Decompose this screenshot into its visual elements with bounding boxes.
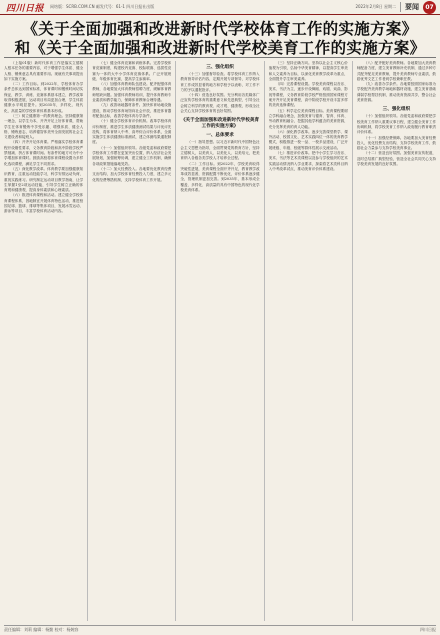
section-subhead: 三、强化组织 bbox=[206, 65, 234, 70]
section-subhead: 《关于全面加强和改进新时代学校美育工作的实施方案》 bbox=[180, 118, 260, 130]
paragraph: （九）改善办学条件。各地要按照国家标准为学校配齐美育教学场地和器材设施，建立美育基础薄弱学校帮扶机制，推动美育资源共享，整合社会美育资源。 bbox=[356, 82, 437, 103]
paragraph: （七）推进评价改革。把中小学生学习音乐、美术、书法等艺术类课程以及参与学校组织的艺术实践活动情况纳入学业要求，探索将艺术类科目纳入中考改革试点，推动美育评价体系建设。 bbox=[268, 151, 348, 171]
paragraph: （上接01版）新时代体育工作是落实立德树人根本任务的重要内容，对于增强学生体质、健全人格、锤炼意志具有重要作用。现就有关事项提出如下实施方案。 bbox=[4, 61, 84, 81]
headline-divider bbox=[4, 57, 436, 58]
editor-credits: 责任编辑：刘莉 编辑：杨勤 校对：杨婉容 bbox=[4, 627, 79, 632]
masthead-right bbox=[355, 1, 436, 14]
column-divider bbox=[87, 61, 88, 621]
column-2 bbox=[92, 61, 171, 621]
column-divider bbox=[352, 61, 353, 621]
paragraph: （四）完善课程设置。学校美育课程以音乐、美术、书法为主，逐步开设舞蹈、戏剧、戏曲、影视等课程，义务教育阶段学校严格按照国家课程方案开齐开足美育课程，高中阶段学校开设丰富多样的美育选修课程。 bbox=[268, 82, 348, 108]
column-3 bbox=[180, 61, 259, 621]
paragraph: （九）改善场地器材条件。加快体育场地设施建设，推动学校体育场馆向社会开放，推进体育器材配备达标，改善学校体育办学条件。 bbox=[92, 103, 172, 118]
paragraph: （三）树立健康第一的教育理念。坚持健康第一理念，以学生为本，开齐开足上好体育课，帮助学生在体育锻炼中享受乐趣、增强体质、健全人格、锤炼意志，培养德智体美劳全面发展的社会主义建设者和接班人。 bbox=[4, 113, 84, 140]
newspaper-logo: 四川日报 bbox=[6, 3, 45, 14]
paragraph: （四）开齐开足体育课。严格落实学校体育课程开设刚性要求，义务教育阶段和高中阶段学校严禁削减、挤占体育课时间。有条件的地方可为中小学增加体育课时。鼓励高校将体育课程设置为多样化选项课程，满足学生不同需求。 bbox=[4, 140, 84, 166]
paragraph: （十）健全学校体育评价机制。改革学校体育评价制度，推进学生体质健康测试结果与评优评先挂钩，将体育纳入中考、高考综合评价体系，全面实施学生体质健康标准测试，建立体测结果通报制度。 bbox=[92, 119, 172, 145]
paragraph: （七）健全体育竞赛和训练体系。完善学校体育竞赛制度，构建校内竞赛、校际联赛、选拔性竞赛为一体的大中小学体育竞赛体系。广泛开展班级、年级体育比赛，提高学生参赛率。 bbox=[92, 61, 172, 81]
masthead bbox=[0, 0, 440, 15]
section-name: 要闻 bbox=[400, 2, 419, 12]
headline-line-2: 和《关于全面加强和改进新时代学校美育工作的实施方案》 bbox=[14, 39, 426, 57]
paragraph: （八）加强体育教师队伍建设。配齐配强体育教师，各地要加大体育教师招聘力度，缓解体育教师短缺问题。加强体育教师培训，提升体育教师专业素质和教学能力，保障体育教师合理待遇。 bbox=[92, 82, 172, 103]
paragraph: （十二）营造良好氛围。加强美育宣传报道，及时总结推广典型经验，营造全社会共同关心支持学校美育发展的良好氛围。 bbox=[356, 151, 437, 167]
section-subhead: 一、总体要求 bbox=[206, 133, 234, 139]
column-5 bbox=[357, 61, 436, 621]
article-body bbox=[4, 61, 436, 621]
paragraph: （五）深化教学改革。体育教学要加强健康知识教育，注重运动技能学习，科学安排运动负荷，重视实践练习。研究制定运动项目教学指南，让学生掌握1至2项运动技能，引导学生树立正确的体育观和健康观，提高身体素质和心理素质。 bbox=[4, 166, 84, 193]
paragraph: （六）深化教学改革。逐步完善课堂教学、课外活动、校园文化、艺术实践四位一体的美育教学模式，积极推进一校一品、一校多品建设，广泛开展班级、年级、校级等群体性展示交流活动。 bbox=[268, 129, 348, 150]
page-number-badge: 07 bbox=[423, 1, 436, 14]
paragraph: （十四）营造良好氛围。充分利用各类媒体广泛宣传学校体育的重要意义和先进典型，引导全社会树立科学的教育观、成才观、健康观，形成全社会关心支持学校体育的良好氛围。 bbox=[180, 93, 260, 114]
paragraph: （一）指导思想。以习近平新时代中国特色社会主义思想为指导，全面贯彻党的教育方针，坚持立德树人，以美育人、以美化人、以美培元，把美育纳入各级各类学校人才培养全过程。 bbox=[180, 140, 260, 161]
paragraph: （六）推进体育课程和活动。建立健全学校体育课程体系，因地制宜开展体育特色活动，推进校园足球、篮球、排球等集体项目，发展冰雪运动、游泳等项目，丰富学校体育活动内容。 bbox=[4, 193, 84, 214]
paragraph: （五）科学定位美育课程目标。美育课程要树立学科融合理念，加强美育与德育、智育、体育、劳动教育相融合，挖掘其他学科蕴含的美育资源，充分发挥美育的育人功能。 bbox=[268, 108, 348, 129]
paragraph: （十）加强组织领导。各级党委和政府要把学校美育工作纳入重要议事日程，建立健全美育工作协调机制，将学校美育工作纳入政府履行教育职责评价体系。 bbox=[356, 114, 437, 135]
paragraph: （三）坚持正确方向。坚持以社会主义核心价值观为引领，弘扬中华美育精神，以提高学生审美和人文素养为目标，以深化美育教学改革为重点，全面提升学生审美素养。 bbox=[268, 61, 348, 81]
column-1 bbox=[4, 61, 83, 621]
paragraph: （十一）加强组织领导。各级党委和政府要把学校体育工作摆在更加突出位置，纳入经济社会发展规划，加强统筹协调，建立健全工作机制，确保各项政策措施落地见效。 bbox=[92, 145, 172, 166]
paragraph: （二）工作目标。到2022年，学校体育办学条件总体达到国家标准，体育课时和锻炼时间切实保证，教学、训练、竞赛体系基本建立，教学改革取得积极进展，运动项目布局更加合理，学生体质健康水平明显提升。到2035年，多样化、现代化、高质量的学校体育体系基本形成。 bbox=[4, 82, 84, 113]
paragraph: （八）配齐配好美育教师。各地要加大美育教师配备力度，建立美育教师补充机制，通过多种方式配齐配足美育教师，提升美育教师专业素质，鼓励优秀文艺工作者到学校兼职任教。 bbox=[356, 61, 437, 81]
masthead-meta: 网络版：SCRB.COM.CN 邮发代号：61-1 四川日报社出版 bbox=[50, 4, 155, 9]
page-footer bbox=[4, 625, 436, 634]
paragraph: （十三）加强督导检查。将学校体育工作纳入教育督导评估内容，定期开展专项督导，对学校体育工作成效显著的地方和学校予以表彰，对工作不力的予以通报批评。 bbox=[180, 72, 260, 92]
paragraph: （十一）加强经费保障。各地要加大美育经费投入，优化经费支出结构，支持学校美育工作，鼓励社会力量参与支持学校美育事业。 bbox=[356, 135, 437, 151]
column-divider bbox=[175, 61, 176, 621]
issue-date: 2022年2月8日 星期二 bbox=[355, 4, 396, 9]
paragraph: （十二）加大经费投入。各地要优化教育经费支出结构，加大学校体育经费投入力度，建立多元化的经费筹措机制，支持学校体育工作开展。 bbox=[92, 166, 172, 182]
column-divider bbox=[264, 61, 265, 621]
headline-line-1: 《关于全面加强和改进新时代学校体育工作的实施方案》 bbox=[22, 20, 418, 38]
section-subhead: 三、强化组织 bbox=[382, 107, 411, 113]
paragraph: （二）工作目标。到2022年，学校美育取得突破性进展，美育课程全面开齐开足，教育教学改革成效显著，资源配置不断优化，评价体系逐步健全，管理机制更加完善。到2035年，基本形成全覆盖、多样化、高质量的具有中国特色的现代化学校美育体系。 bbox=[180, 161, 260, 193]
column-4 bbox=[269, 61, 348, 621]
footer-brand: 四川日报 bbox=[420, 627, 436, 632]
